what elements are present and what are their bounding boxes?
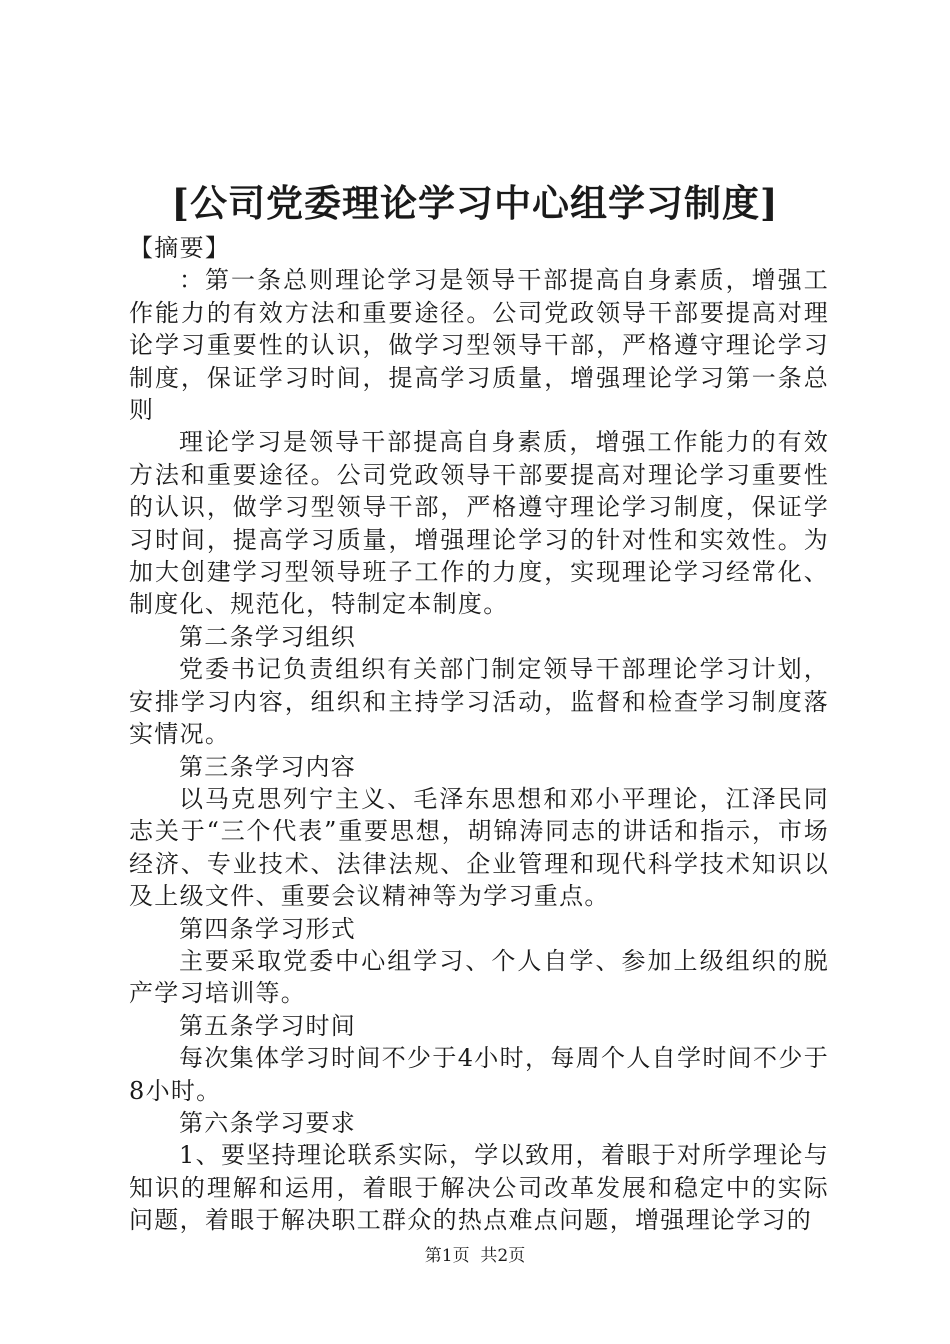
article-heading: 第五条学习时间 [179,1011,357,1040]
abstract-label: 【摘要】 [129,234,231,262]
article-paragraph: 党委书记负责组织有关部门制定领导干部理论学习计划，安排学习内容，组织和主持学习活动，监督和检查学习制度落实情况。 [129,655,829,749]
general-rule-paragraph: 理论学习是领导干部提高自身素质，增强工作能力的有效方法和重要途径。公司党政领导干部要提高对理论学习重要性的认识，做学习型领导干部，严格遵守理论学习制度，保证学习时间，提高学习质量，增强理论学习的针对性和实效性。为加大创建学习型领导班子工作的力度，实现理论学习经常化、制度化、规范化，特制定本制度。 [129,428,829,619]
article-heading: 第二条学习组织 [179,622,357,651]
document-body [129,232,829,1237]
page-footer: 第1页 共2页 [424,1246,526,1266]
document-title: [公司党委理论学习中心组学习制度] [171,181,779,225]
article-heading: 第四条学习形式 [179,914,357,943]
article-paragraph: 以马克思列宁主义、毛泽东思想和邓小平理论，江泽民同志关于“三个代表”重要思想，胡锦涛同志的讲话和指示，市场经济、专业技术、法律法规、企业管理和现代科学技术知识以及上级文件、重要会议精神等为学习重点。 [129,784,829,911]
article-heading: 第三条学习内容 [179,752,357,781]
article-paragraph: 1、要坚持理论联系实际，学以致用，着眼于对所学理论与知识的理解和运用，着眼于解决公司改革发展和稳定中的实际问题，着眼于解决职工群众的热点难点问题，增强理论学习的 [129,1141,829,1235]
article-paragraph: 每次集体学习时间不少于4小时，每周个人自学时间不少于8小时。 [129,1044,829,1105]
article-paragraph: 主要采取党委中心组学习、个人自学、参加上级组织的脱产学习培训等。 [129,946,829,1008]
abstract-paragraph: ：第一条总则理论学习是领导干部提高自身素质，增强工作能力的有效方法和重要途径。公司党政领导干部要提高对理论学习重要性的认识，做学习型领导干部，严格遵守理论学习制度，保证学习时间，提高学习质量，增强理论学习第一条总则 [129,266,829,425]
article-heading: 第六条学习要求 [179,1108,357,1137]
